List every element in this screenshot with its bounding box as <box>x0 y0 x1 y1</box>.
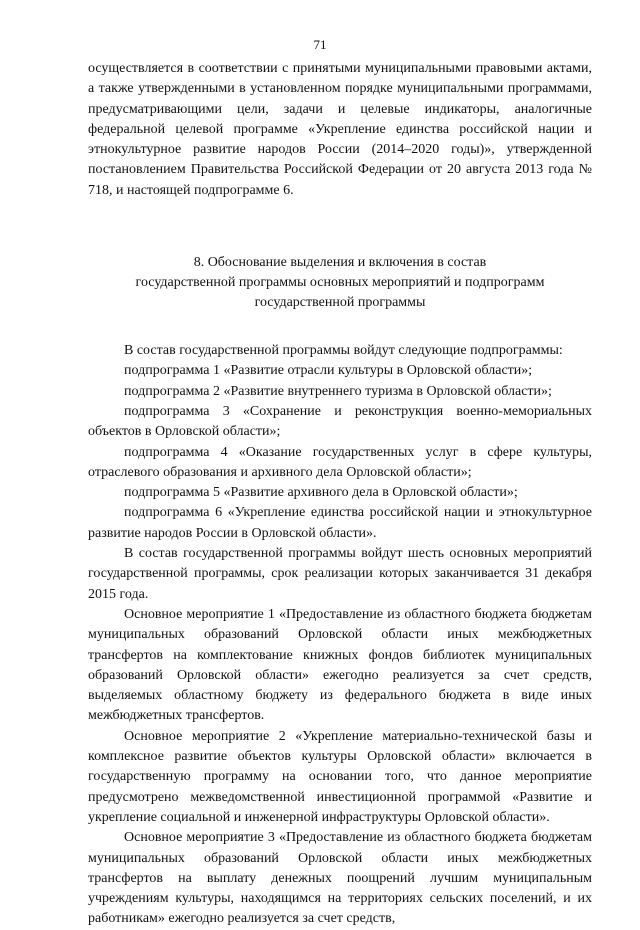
subprogram-item-3: подпрограмма 3 «Сохранение и реконструкция военно-мемориальных объектов в Орловской области»; <box>88 403 592 440</box>
activity-2-paragraph: Основное мероприятие 2 «Укрепление материально-технической базы и комплексное развитие объектов культуры Орловской области» включается в государственную программу на основании того, что данное мероприятие предусмотрено межведомственной инвестиционной программой «Развитие и укрепление социальной и инженерной инфраструктуры Орловской области». <box>88 728 592 825</box>
subprogram-item-4: подпрограмма 4 «Оказание государственных услуг в сфере культуры, отраслевого образования и архивного дела Орловской области»; <box>88 444 592 480</box>
subprogram-item-1: подпрограмма 1 «Развитие отрасли культуры в Орловской области»; <box>124 363 533 379</box>
section-heading-line-1: 8. Обоснование выделения и включения в состав <box>193 255 487 271</box>
subprogram-item-2: подпрограмма 2 «Развитие внутреннего туризма в Орловской области»; <box>124 383 552 399</box>
section-heading <box>88 253 592 313</box>
section-heading-line-2: государственной программы основных мероприятий и подпрограмм <box>135 275 545 291</box>
subprogram-item-6: подпрограмма 6 «Укрепление единства российской нации и этнокультурное развитие народов России в Орловской области». <box>88 505 592 541</box>
subprograms-intro: В состав государственной программы войдут следующие подпрограммы: <box>124 343 563 359</box>
page-number: 71 <box>313 37 327 52</box>
section-heading-line-3: государственной программы <box>254 295 426 311</box>
document-body <box>88 59 592 930</box>
subprogram-item-5: подпрограмма 5 «Развитие архивного дела в Орловской области»; <box>124 485 518 501</box>
intro-paragraph: осуществляется в соответствии с принятыми муниципальными правовыми актами, а также утвержденными в установленном порядке муниципальными программами, предусматривающими цели, задачи и целевые индикаторы, аналогичные федеральной целевой программе «Укрепление единства российской нации и этнокультурное развитие народов России (2014–2020 годы)», утвержденной постановлением Правительства Российской Федерации от 20 августа 2013 года № 718, и настоящей подпрограмме 6. <box>88 61 592 198</box>
main-activities-paragraph: В состав государственной программы войдут шесть основных мероприятий государственной программы, срок реализации которых заканчивается 31 декабря 2015 года. <box>88 546 592 602</box>
activity-1-paragraph: Основное мероприятие 1 «Предоставление из областного бюджета бюджетам муниципальных образований Орловской области иных межбюджетных трансфертов на комплектование книжных фондов библиотек муниципальных образований Орловской области» ежегодно реализуется за счет средств, выделяемых областному бюджету из федерального бюджета в виде иных межбюджетных трансфертов. <box>88 606 592 724</box>
activity-3-paragraph: Основное мероприятие 3 «Предоставление из областного бюджета бюджетам муниципальных образований Орловской области иных межбюджетных трансфертов на выплату денежных поощрений лучшим муниципальным учреждениям культуры, находящимся на территориях сельских поселений, и их работникам» ежегодно реализуется за счет средств, <box>88 830 592 927</box>
